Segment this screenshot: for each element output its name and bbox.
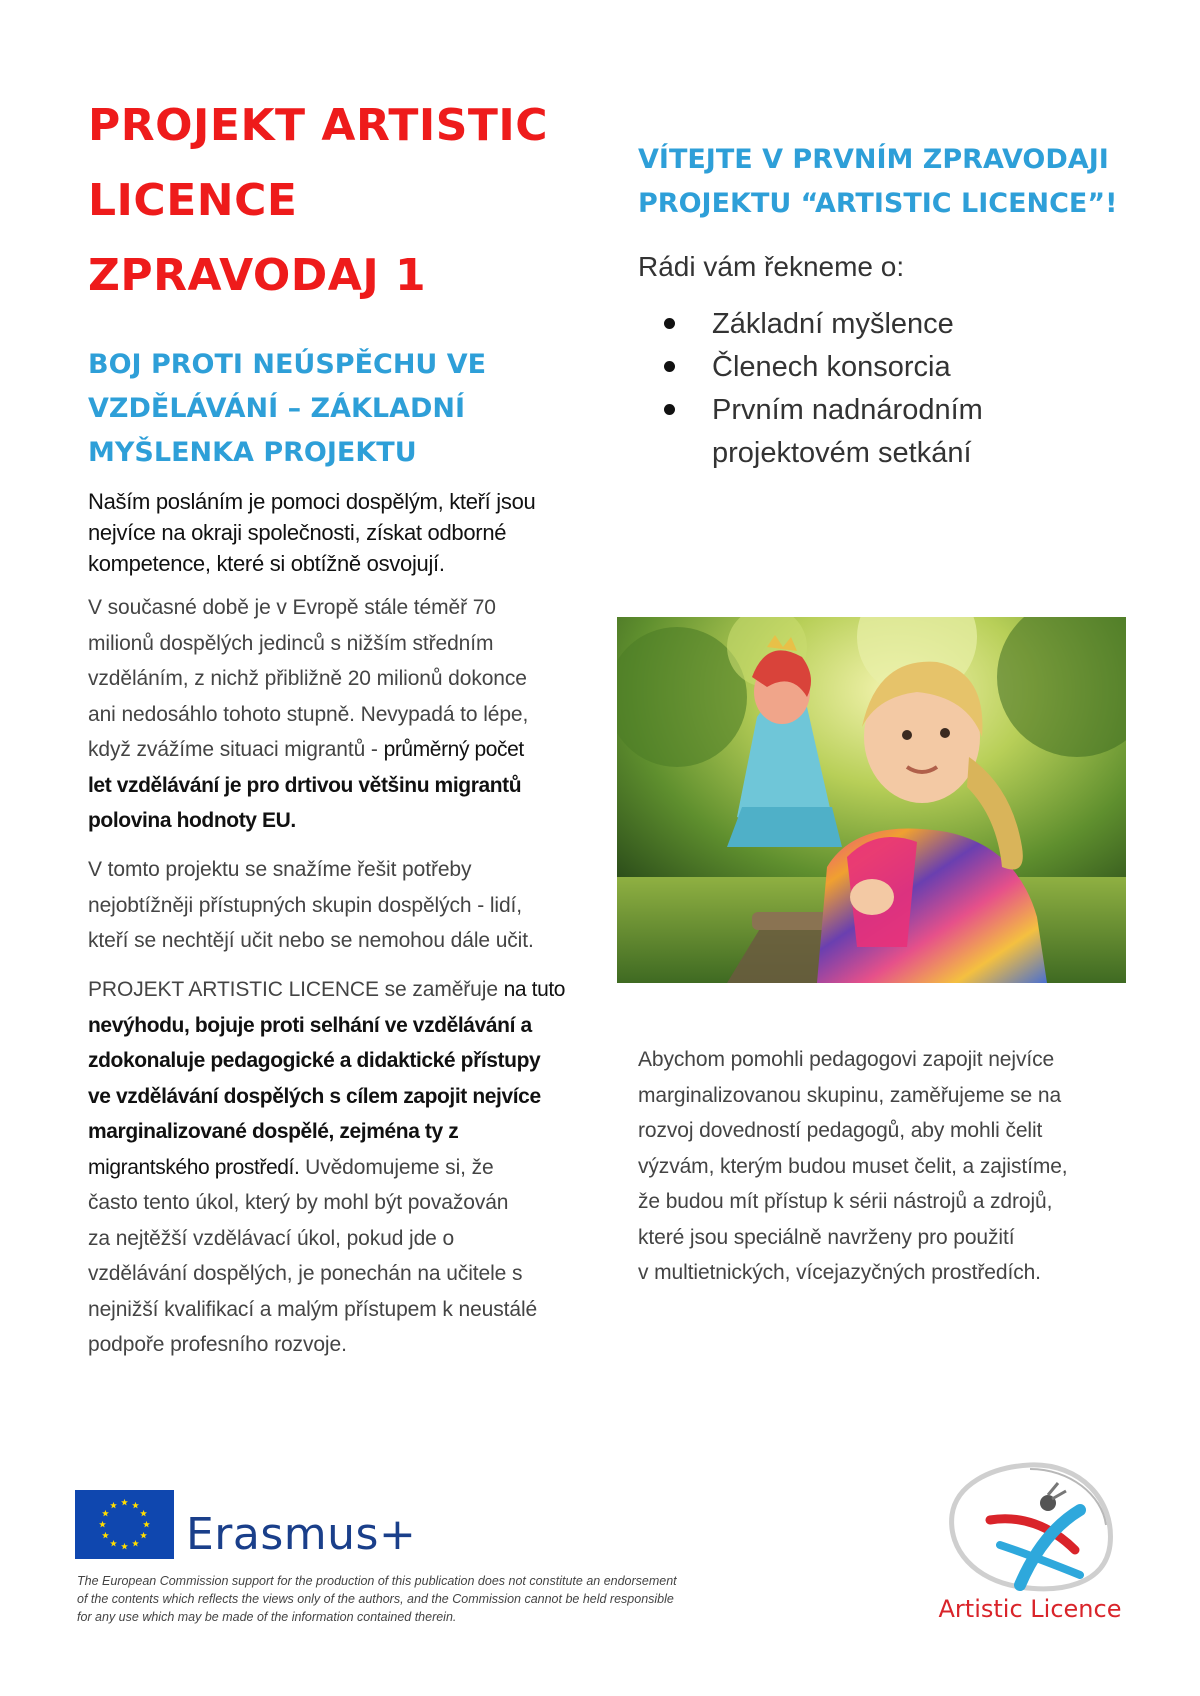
paragraph-line: milionů dospělých jedinců s nižším středním <box>88 631 494 655</box>
eu-flag-graphic <box>75 1490 174 1559</box>
eu-flag-icon <box>75 1490 174 1559</box>
heading-line: PROJEKTU “ARTISTIC LICENCE”! <box>638 188 1118 219</box>
paragraph-line: výzvám, kterým budou muset čelit, a zajistíme, <box>638 1154 1068 1178</box>
emphasis-line: marginalizované dospělé, zejména ty z <box>88 1120 459 1143</box>
left-section-heading <box>88 343 608 475</box>
eu-disclaimer <box>77 1572 777 1626</box>
paragraph-line: Abychom pomohli pedagogovi zapojit nejvíce <box>638 1048 1055 1071</box>
emphasis-line: ve vzdělávání dospělých s cílem zapojit nejvíce <box>88 1084 541 1108</box>
paragraph-project-focus <box>88 972 633 1363</box>
title-line: PROJEKT ARTISTIC <box>88 100 549 151</box>
list-item <box>640 303 1140 346</box>
list-item-label: projektovém setkání <box>712 437 972 469</box>
paragraph-line <box>88 732 628 768</box>
paragraph-line: nejobtížněji přístupných skupin dospělých - lidí, <box>88 893 523 917</box>
paragraph-line: podpoře profesního rozvoje. <box>88 1333 347 1356</box>
paragraph-line: často tento úkol, který by mohl být považován <box>88 1191 509 1214</box>
lead-line: Naším posláním je pomoci dospělým, kteří jsou <box>88 489 536 514</box>
heading-line: MYŠLENKA PROJEKTU <box>88 437 417 468</box>
heading-line: VÍTEJTE V PRVNÍM ZPRAVODAJI <box>638 144 1109 175</box>
paragraph-line: V tomto projektu se snažíme řešit potřeby <box>88 858 472 881</box>
paragraph-line: nejnižší kvalifikací a malým přístupem k neustálé <box>88 1297 538 1321</box>
paragraph-line: ani nedosáhlo tohoto stupně. Nevypadá to lépe, <box>88 702 529 726</box>
paragraph-line: vzdělávání dospělých, je ponechán na učitele s <box>88 1262 523 1285</box>
paragraph-line <box>88 972 633 1008</box>
paragraph-teacher-support <box>638 1042 1158 1291</box>
list-item <box>640 389 1140 475</box>
disclaimer-line: for any use which may be made of the information contained therein. <box>77 1610 457 1624</box>
emphasis-line: zdokonaluje pedagogické a didaktické přístupy <box>88 1049 541 1072</box>
newsletter-title <box>88 88 608 313</box>
paragraph-target-groups <box>88 852 628 959</box>
photo-girl-with-puppet <box>617 617 1126 983</box>
welcome-heading <box>638 138 1178 226</box>
heading-line: BOJ PROTI NEÚSPĚCHU VE <box>88 349 487 380</box>
bullet-icon <box>664 318 675 329</box>
paragraph-line: vzděláním, z nichž přibližně 20 milionů dokonce <box>88 667 527 690</box>
title-line: ZPRAVODAJ 1 <box>88 250 427 301</box>
emphasis-line: nevýhodu, bojuje proti selhání ve vzdělávání a <box>88 1013 532 1037</box>
bullet-icon <box>664 361 675 372</box>
list-item-label: Základní myšlence <box>712 308 954 340</box>
list-item-label: Prvním nadnárodním <box>712 394 983 426</box>
paragraph-line <box>88 1150 633 1186</box>
emphasis-line: polovina hodnoty EU. <box>88 809 296 832</box>
emphasis-text: migrantského prostředí. <box>88 1155 300 1179</box>
plain-text: PROJEKT ARTISTIC LICENCE se zaměřuje <box>88 978 504 1001</box>
paragraph-line: za nejtěžší vzdělávací úkol, pokud jde o <box>88 1226 455 1250</box>
list-item-label: Členech konsorcia <box>712 351 951 383</box>
paragraph-line: kteří se nechtějí učit nebo se nemohou dále učit. <box>88 929 534 952</box>
artistic-licence-label: Artistic Licence <box>938 1595 1122 1623</box>
lead-line: kompetence, které si obtížně osvojují. <box>88 551 445 576</box>
bullet-icon <box>664 404 675 415</box>
photo-illustration <box>617 617 1126 983</box>
disclaimer-line: The European Commission support for the production of this publication does not constitute an endorsement <box>77 1574 677 1588</box>
paragraph-adult-education-stats <box>88 590 628 839</box>
list-item <box>640 346 1140 389</box>
artistic-licence-logo <box>930 1455 1130 1630</box>
title-line: LICENCE <box>88 175 298 226</box>
emphasis-text: průměrný počet <box>383 738 524 761</box>
emphasis-text: na tuto <box>503 978 566 1001</box>
heading-line: VZDĚLÁVÁNÍ – ZÁKLADNÍ <box>88 393 466 424</box>
paragraph-line: marginalizovanou skupinu, zaměřujeme se na <box>638 1083 1062 1107</box>
paragraph-line: které jsou speciálně navrženy pro použití <box>638 1225 1015 1249</box>
disclaimer-line: of the contents which reflects the views only of the authors, and the Commission cannot be held responsible <box>77 1592 674 1606</box>
paragraph-line: že budou mít přístup k sérii nástrojů a zdrojů, <box>638 1190 1053 1213</box>
topics-list <box>640 303 1140 475</box>
paragraph-line: V současné době je v Evropě stále téměř 70 <box>88 596 496 619</box>
plain-text: Uvědomujeme si, že <box>299 1155 494 1179</box>
artistic-licence-logo-mark <box>930 1455 1130 1595</box>
emphasis-line: let vzdělávání je pro drtivou většinu migrantů <box>88 773 522 797</box>
paragraph-line: v multietnických, vícejazyčných prostředích. <box>638 1261 1041 1284</box>
erasmus-plus-logo: Erasmus+ <box>186 1509 417 1560</box>
lead-paragraph <box>88 486 618 579</box>
intro-text: Rádi vám řekneme o: <box>638 251 905 282</box>
lead-line: nejvíce na okraji společnosti, získat odborné <box>88 520 507 545</box>
plain-text: když zvážíme situaci migrantů - <box>88 738 384 761</box>
paragraph-line: rozvoj dovedností pedagogů, aby mohli čelit <box>638 1119 1043 1142</box>
